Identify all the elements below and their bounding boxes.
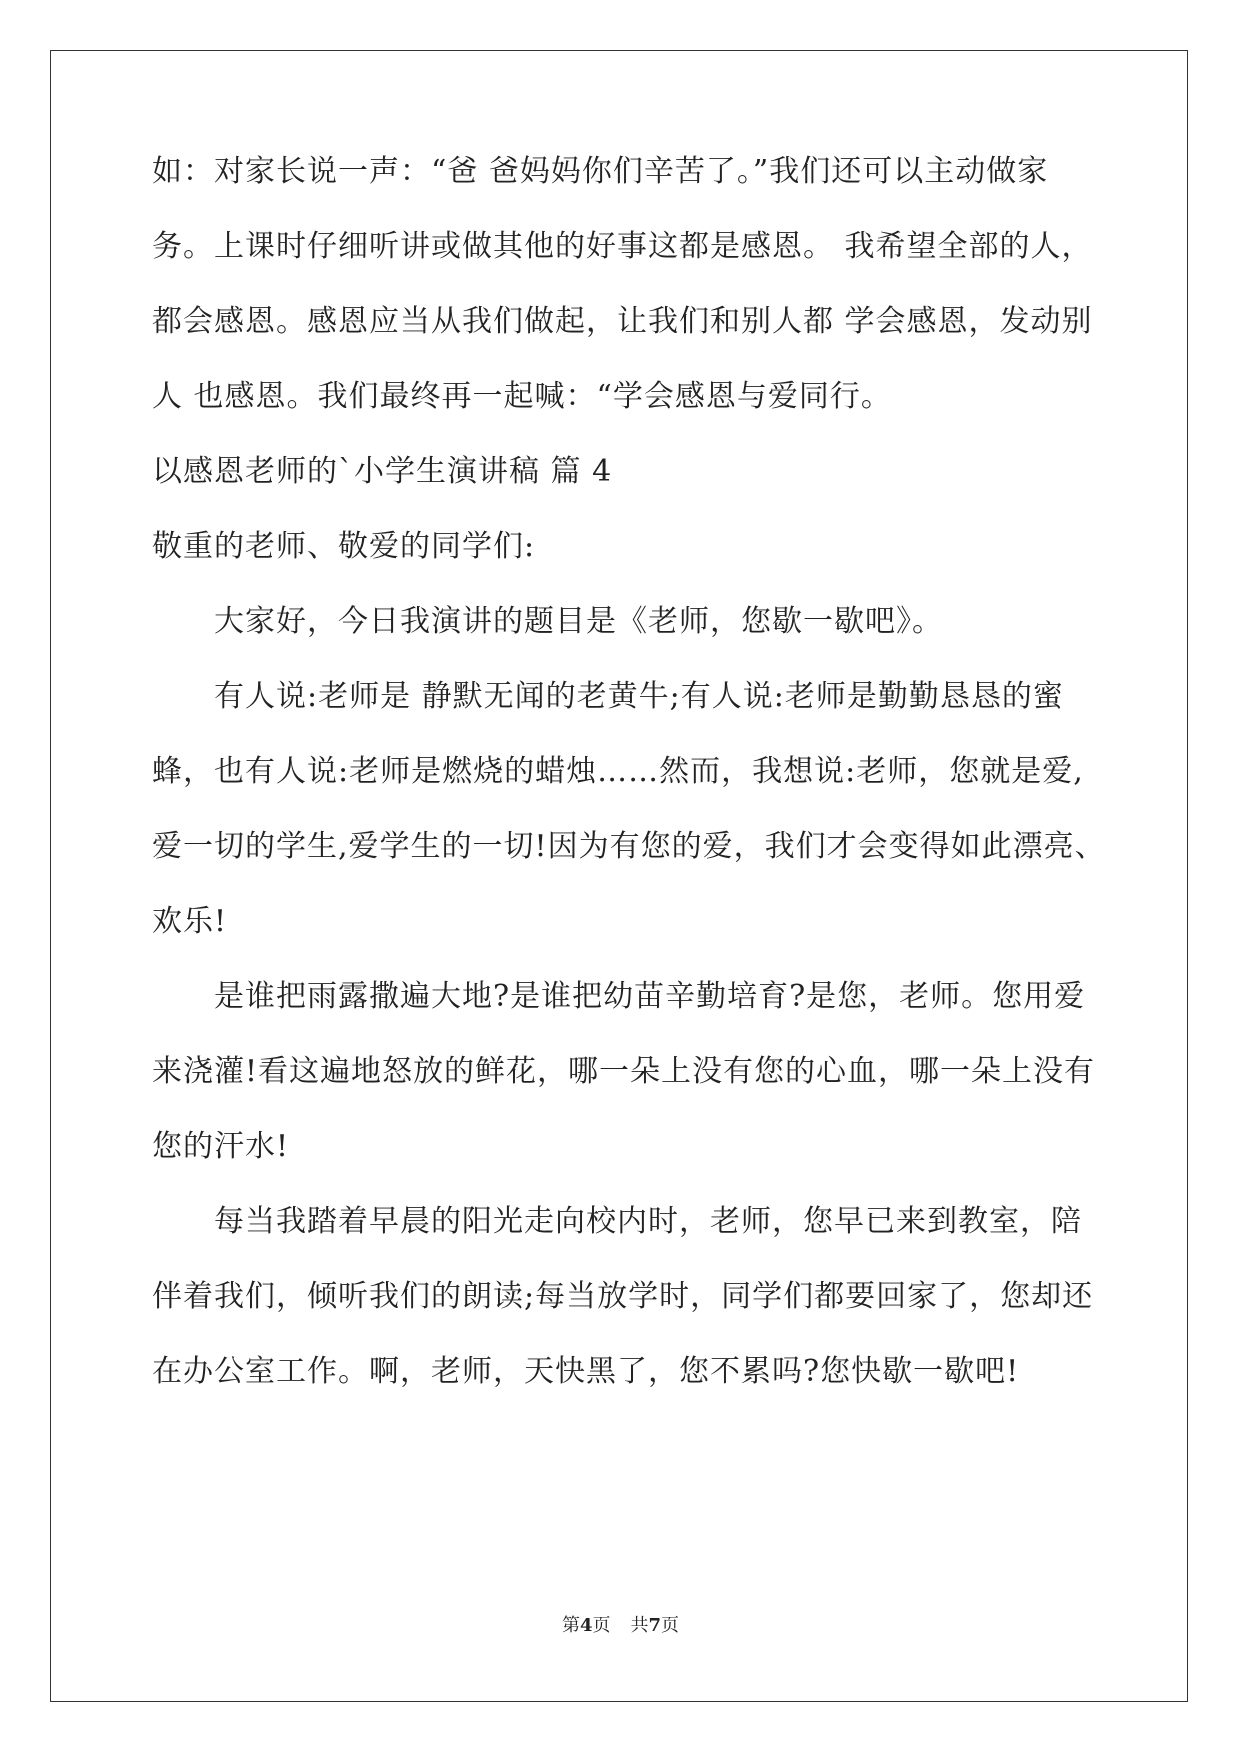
body-line: 您的汗水!	[152, 1129, 290, 1164]
paragraph-start: 有人说:老师是 静默无闻的老黄牛;有人说:老师是勤勤恳恳的蜜	[214, 679, 1064, 714]
total-prefix: 共	[630, 1615, 649, 1636]
page-suffix: 页	[592, 1615, 611, 1636]
salutation: 敬重的老师、敬爱的同学们:	[152, 529, 536, 564]
body-line: 欢乐!	[152, 904, 228, 939]
body-line: 务。上课时仔细听讲或做其他的好事这都是感恩。 我希望全部的人，	[152, 229, 1093, 264]
page-current: 4	[579, 1615, 593, 1636]
body-line: 在办公室工作。啊，老师，天快黑了，您不累吗?您快歇一歇吧!	[152, 1354, 1020, 1389]
paragraph-start: 大家好，今日我演讲的题目是《老师，您歇一歇吧》。	[214, 604, 943, 639]
body-line: 来浇灌!看这遍地怒放的鲜花，哪一朵上没有您的心血，哪一朵上没有	[152, 1054, 1096, 1089]
body-line: 蜂，也有人说:老师是燃烧的蜡烛……然而，我想说:老师，您就是爱,	[152, 754, 1084, 789]
body-line: 人 也感恩。我们最终再一起喊：“学会感恩与爱同行。	[152, 379, 892, 414]
page-total: 7	[648, 1615, 662, 1636]
section-heading: 以感恩老师的`小学生演讲稿 篇 4	[152, 454, 613, 489]
body-line: 如：对家长说一声：“爸 爸妈妈你们辛苦了。”我们还可以主动做家	[152, 154, 1049, 189]
total-suffix: 页	[661, 1615, 680, 1636]
body-line: 爱一切的学生,爱学生的一切!因为有您的爱，我们才会变得如此漂亮、	[152, 829, 1106, 864]
page-footer	[0, 1614, 1241, 1638]
body-line: 伴着我们，倾听我们的朗读;每当放学时，同学们都要回家了，您却还	[152, 1279, 1094, 1314]
paragraph-start: 每当我踏着早晨的阳光走向校内时，老师，您早已来到教室，陪	[214, 1204, 1082, 1239]
paragraph-start: 是谁把雨露撒遍大地?是谁把幼苗辛勤培育?是您，老师。您用爱	[214, 979, 1086, 1014]
page-prefix: 第	[561, 1615, 580, 1636]
body-line: 都会感恩。感恩应当从我们做起，让我们和别人都 学会感恩，发动别	[152, 304, 1093, 339]
page-frame	[50, 50, 1188, 1702]
